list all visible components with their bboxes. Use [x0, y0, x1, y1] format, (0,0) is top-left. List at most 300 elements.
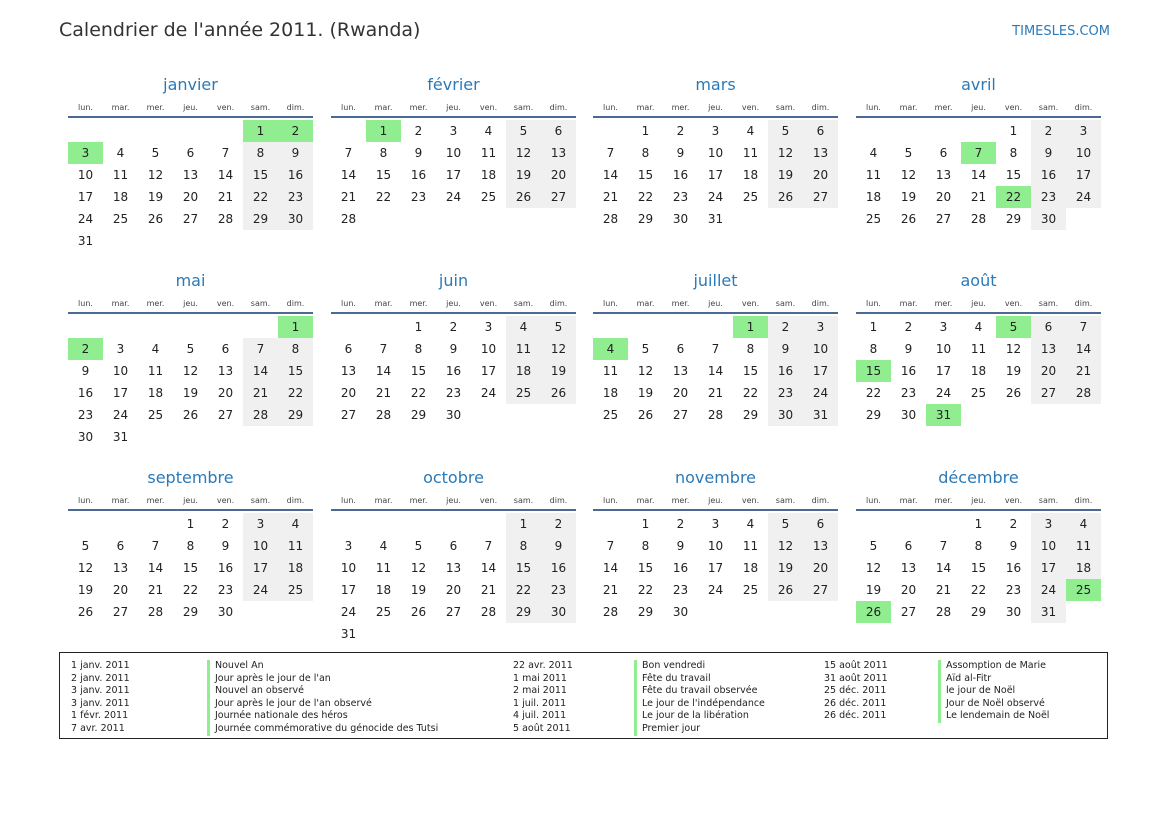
day-cell[interactable]: 8 [641, 539, 650, 553]
day-cell[interactable]: 22 [243, 186, 278, 208]
day-cell[interactable]: 12 [182, 364, 199, 378]
day-cell[interactable]: 13 [900, 561, 917, 575]
day-cell[interactable]: 2 [1031, 120, 1066, 142]
day-cell[interactable]: 14 [217, 168, 234, 182]
day-cell[interactable]: 9 [1031, 142, 1066, 164]
day-cell[interactable]: 6 [904, 539, 913, 553]
day-cell[interactable]: 23 [410, 190, 427, 204]
day-cell[interactable]: 5 [151, 146, 160, 160]
day-cell[interactable]: 17 [480, 364, 497, 378]
day-cell[interactable]: 22 [375, 190, 392, 204]
day-cell[interactable]: 12 [768, 142, 803, 164]
day-cell[interactable]: 10 [1066, 142, 1101, 164]
holiday-day-cell[interactable]: 1 [366, 120, 401, 142]
day-cell[interactable]: 24 [243, 579, 278, 601]
day-cell[interactable]: 12 [768, 535, 803, 557]
day-cell[interactable]: 13 [340, 364, 357, 378]
day-cell[interactable]: 2 [1009, 517, 1018, 531]
day-cell[interactable]: 20 [900, 583, 917, 597]
day-cell[interactable]: 2 [904, 320, 913, 334]
day-cell[interactable]: 5 [869, 539, 878, 553]
day-cell[interactable]: 31 [1031, 601, 1066, 623]
day-cell[interactable]: 26 [506, 186, 541, 208]
day-cell[interactable]: 11 [742, 539, 759, 553]
day-cell[interactable]: 2 [449, 320, 458, 334]
day-cell[interactable]: 1 [869, 320, 878, 334]
day-cell[interactable]: 12 [541, 338, 576, 360]
day-cell[interactable]: 3 [243, 513, 278, 535]
day-cell[interactable]: 30 [768, 404, 803, 426]
day-cell[interactable]: 5 [81, 539, 90, 553]
day-cell[interactable]: 8 [414, 342, 423, 356]
day-cell[interactable]: 13 [445, 561, 462, 575]
day-cell[interactable]: 1 [641, 124, 650, 138]
day-cell[interactable]: 15 [243, 164, 278, 186]
day-cell[interactable]: 9 [904, 342, 913, 356]
day-cell[interactable]: 3 [344, 539, 353, 553]
day-cell[interactable]: 7 [1066, 316, 1101, 338]
day-cell[interactable]: 21 [1066, 360, 1101, 382]
day-cell[interactable]: 30 [541, 601, 576, 623]
day-cell[interactable]: 19 [1005, 364, 1022, 378]
day-cell[interactable]: 26 [147, 212, 164, 226]
day-cell[interactable]: 17 [243, 557, 278, 579]
day-cell[interactable]: 31 [112, 430, 129, 444]
day-cell[interactable]: 9 [221, 539, 230, 553]
day-cell[interactable]: 7 [243, 338, 278, 360]
holiday-day-cell[interactable]: 26 [856, 601, 891, 623]
day-cell[interactable]: 30 [900, 408, 917, 422]
holiday-day-cell[interactable]: 4 [593, 338, 628, 360]
day-cell[interactable]: 13 [217, 364, 234, 378]
day-cell[interactable]: 15 [278, 360, 313, 382]
day-cell[interactable]: 12 [410, 561, 427, 575]
day-cell[interactable]: 27 [340, 408, 357, 422]
day-cell[interactable]: 3 [711, 517, 720, 531]
day-cell[interactable]: 2 [414, 124, 423, 138]
day-cell[interactable]: 27 [672, 408, 689, 422]
day-cell[interactable]: 24 [340, 605, 357, 619]
day-cell[interactable]: 27 [112, 605, 129, 619]
day-cell[interactable]: 11 [602, 364, 619, 378]
day-cell[interactable]: 23 [1031, 186, 1066, 208]
day-cell[interactable]: 9 [81, 364, 90, 378]
day-cell[interactable]: 6 [116, 539, 125, 553]
day-cell[interactable]: 21 [217, 190, 234, 204]
day-cell[interactable]: 27 [217, 408, 234, 422]
day-cell[interactable]: 18 [742, 561, 759, 575]
day-cell[interactable]: 17 [445, 168, 462, 182]
day-cell[interactable]: 6 [676, 342, 685, 356]
day-cell[interactable]: 27 [935, 212, 952, 226]
day-cell[interactable]: 6 [186, 146, 195, 160]
day-cell[interactable]: 25 [112, 212, 129, 226]
day-cell[interactable]: 28 [1066, 382, 1101, 404]
day-cell[interactable]: 14 [340, 168, 357, 182]
day-cell[interactable]: 1 [1009, 124, 1018, 138]
day-cell[interactable]: 29 [182, 605, 199, 619]
day-cell[interactable]: 2 [768, 316, 803, 338]
day-cell[interactable]: 10 [803, 338, 838, 360]
day-cell[interactable]: 17 [77, 190, 94, 204]
day-cell[interactable]: 14 [970, 168, 987, 182]
day-cell[interactable]: 1 [974, 517, 983, 531]
day-cell[interactable]: 16 [278, 164, 313, 186]
day-cell[interactable]: 30 [217, 605, 234, 619]
day-cell[interactable]: 24 [1066, 186, 1101, 208]
day-cell[interactable]: 12 [900, 168, 917, 182]
day-cell[interactable]: 20 [112, 583, 129, 597]
day-cell[interactable]: 26 [410, 605, 427, 619]
day-cell[interactable]: 11 [1066, 535, 1101, 557]
day-cell[interactable]: 24 [707, 190, 724, 204]
day-cell[interactable]: 12 [506, 142, 541, 164]
day-cell[interactable]: 20 [803, 557, 838, 579]
day-cell[interactable]: 19 [865, 583, 882, 597]
day-cell[interactable]: 13 [1031, 338, 1066, 360]
day-cell[interactable]: 21 [935, 583, 952, 597]
day-cell[interactable]: 9 [278, 142, 313, 164]
day-cell[interactable]: 15 [182, 561, 199, 575]
day-cell[interactable]: 10 [77, 168, 94, 182]
day-cell[interactable]: 16 [768, 360, 803, 382]
day-cell[interactable]: 15 [410, 364, 427, 378]
day-cell[interactable]: 16 [672, 168, 689, 182]
holiday-day-cell[interactable]: 7 [961, 142, 996, 164]
day-cell[interactable]: 29 [278, 404, 313, 426]
day-cell[interactable]: 16 [900, 364, 917, 378]
day-cell[interactable]: 26 [1005, 386, 1022, 400]
day-cell[interactable]: 20 [217, 386, 234, 400]
day-cell[interactable]: 26 [768, 579, 803, 601]
day-cell[interactable]: 8 [379, 146, 388, 160]
day-cell[interactable]: 17 [707, 168, 724, 182]
day-cell[interactable]: 19 [506, 164, 541, 186]
day-cell[interactable]: 23 [768, 382, 803, 404]
day-cell[interactable]: 13 [803, 535, 838, 557]
day-cell[interactable]: 16 [541, 557, 576, 579]
day-cell[interactable]: 24 [935, 386, 952, 400]
day-cell[interactable]: 27 [803, 579, 838, 601]
day-cell[interactable]: 16 [1005, 561, 1022, 575]
day-cell[interactable]: 20 [803, 164, 838, 186]
day-cell[interactable]: 11 [970, 342, 987, 356]
day-cell[interactable]: 7 [379, 342, 388, 356]
holiday-day-cell[interactable]: 1 [243, 120, 278, 142]
day-cell[interactable]: 29 [410, 408, 427, 422]
day-cell[interactable]: 9 [676, 539, 685, 553]
holiday-day-cell[interactable]: 22 [996, 186, 1031, 208]
day-cell[interactable]: 10 [935, 342, 952, 356]
day-cell[interactable]: 4 [278, 513, 313, 535]
day-cell[interactable]: 1 [186, 517, 195, 531]
day-cell[interactable]: 26 [900, 212, 917, 226]
day-cell[interactable]: 28 [375, 408, 392, 422]
day-cell[interactable]: 29 [243, 208, 278, 230]
day-cell[interactable]: 11 [278, 535, 313, 557]
day-cell[interactable]: 4 [746, 124, 755, 138]
holiday-day-cell[interactable]: 2 [68, 338, 103, 360]
day-cell[interactable]: 24 [77, 212, 94, 226]
day-cell[interactable]: 15 [637, 168, 654, 182]
day-cell[interactable]: 22 [410, 386, 427, 400]
day-cell[interactable]: 31 [707, 212, 724, 226]
day-cell[interactable]: 3 [803, 316, 838, 338]
holiday-day-cell[interactable]: 25 [1066, 579, 1101, 601]
day-cell[interactable]: 4 [1066, 513, 1101, 535]
day-cell[interactable]: 8 [186, 539, 195, 553]
holiday-day-cell[interactable]: 31 [926, 404, 961, 426]
day-cell[interactable]: 21 [480, 583, 497, 597]
day-cell[interactable]: 12 [147, 168, 164, 182]
day-cell[interactable]: 30 [445, 408, 462, 422]
day-cell[interactable]: 11 [865, 168, 882, 182]
day-cell[interactable]: 4 [974, 320, 983, 334]
day-cell[interactable]: 27 [1031, 382, 1066, 404]
day-cell[interactable]: 14 [602, 561, 619, 575]
day-cell[interactable]: 17 [803, 360, 838, 382]
day-cell[interactable]: 19 [768, 557, 803, 579]
day-cell[interactable]: 22 [182, 583, 199, 597]
day-cell[interactable]: 9 [541, 535, 576, 557]
day-cell[interactable]: 25 [506, 382, 541, 404]
day-cell[interactable]: 12 [637, 364, 654, 378]
day-cell[interactable]: 18 [147, 386, 164, 400]
day-cell[interactable]: 15 [970, 561, 987, 575]
day-cell[interactable]: 8 [641, 146, 650, 160]
day-cell[interactable]: 2 [541, 513, 576, 535]
day-cell[interactable]: 16 [217, 561, 234, 575]
day-cell[interactable]: 11 [480, 146, 497, 160]
day-cell[interactable]: 22 [278, 382, 313, 404]
day-cell[interactable]: 6 [541, 120, 576, 142]
day-cell[interactable]: 15 [742, 364, 759, 378]
day-cell[interactable]: 25 [970, 386, 987, 400]
day-cell[interactable]: 5 [768, 513, 803, 535]
day-cell[interactable]: 18 [1066, 557, 1101, 579]
day-cell[interactable]: 11 [375, 561, 392, 575]
day-cell[interactable]: 19 [77, 583, 94, 597]
day-cell[interactable]: 6 [221, 342, 230, 356]
day-cell[interactable]: 19 [182, 386, 199, 400]
day-cell[interactable]: 4 [746, 517, 755, 531]
day-cell[interactable]: 28 [602, 212, 619, 226]
day-cell[interactable]: 20 [340, 386, 357, 400]
day-cell[interactable]: 13 [935, 168, 952, 182]
day-cell[interactable]: 22 [637, 190, 654, 204]
day-cell[interactable]: 19 [541, 360, 576, 382]
day-cell[interactable]: 14 [243, 360, 278, 382]
day-cell[interactable]: 8 [278, 338, 313, 360]
day-cell[interactable]: 20 [182, 190, 199, 204]
day-cell[interactable]: 10 [707, 146, 724, 160]
day-cell[interactable]: 22 [970, 583, 987, 597]
day-cell[interactable]: 28 [935, 605, 952, 619]
day-cell[interactable]: 5 [541, 316, 576, 338]
day-cell[interactable]: 14 [1066, 338, 1101, 360]
holiday-day-cell[interactable]: 5 [996, 316, 1031, 338]
day-cell[interactable]: 8 [746, 342, 755, 356]
day-cell[interactable]: 18 [375, 583, 392, 597]
day-cell[interactable]: 17 [112, 386, 129, 400]
day-cell[interactable]: 25 [147, 408, 164, 422]
day-cell[interactable]: 17 [1031, 557, 1066, 579]
day-cell[interactable]: 10 [445, 146, 462, 160]
day-cell[interactable]: 7 [151, 539, 160, 553]
day-cell[interactable]: 22 [637, 583, 654, 597]
day-cell[interactable]: 24 [803, 382, 838, 404]
day-cell[interactable]: 5 [641, 342, 650, 356]
day-cell[interactable]: 19 [147, 190, 164, 204]
day-cell[interactable]: 26 [637, 408, 654, 422]
day-cell[interactable]: 3 [449, 124, 458, 138]
day-cell[interactable]: 15 [375, 168, 392, 182]
day-cell[interactable]: 7 [711, 342, 720, 356]
day-cell[interactable]: 10 [112, 364, 129, 378]
day-cell[interactable]: 30 [672, 605, 689, 619]
day-cell[interactable]: 14 [602, 168, 619, 182]
day-cell[interactable]: 7 [484, 539, 493, 553]
day-cell[interactable]: 3 [939, 320, 948, 334]
day-cell[interactable]: 27 [445, 605, 462, 619]
day-cell[interactable]: 10 [707, 539, 724, 553]
day-cell[interactable]: 5 [904, 146, 913, 160]
day-cell[interactable]: 23 [541, 579, 576, 601]
day-cell[interactable]: 4 [484, 124, 493, 138]
day-cell[interactable]: 27 [182, 212, 199, 226]
day-cell[interactable]: 13 [541, 142, 576, 164]
day-cell[interactable]: 29 [506, 601, 541, 623]
day-cell[interactable]: 29 [742, 408, 759, 422]
day-cell[interactable]: 28 [602, 605, 619, 619]
day-cell[interactable]: 21 [340, 190, 357, 204]
day-cell[interactable]: 18 [506, 360, 541, 382]
day-cell[interactable]: 15 [1005, 168, 1022, 182]
day-cell[interactable]: 18 [480, 168, 497, 182]
day-cell[interactable]: 6 [803, 513, 838, 535]
day-cell[interactable]: 23 [672, 583, 689, 597]
day-cell[interactable]: 9 [676, 146, 685, 160]
day-cell[interactable]: 10 [1031, 535, 1066, 557]
day-cell[interactable]: 21 [707, 386, 724, 400]
day-cell[interactable]: 20 [935, 190, 952, 204]
day-cell[interactable]: 11 [742, 146, 759, 160]
day-cell[interactable]: 28 [707, 408, 724, 422]
day-cell[interactable]: 21 [243, 382, 278, 404]
day-cell[interactable]: 25 [375, 605, 392, 619]
day-cell[interactable]: 24 [1031, 579, 1066, 601]
day-cell[interactable]: 22 [865, 386, 882, 400]
day-cell[interactable]: 6 [939, 146, 948, 160]
day-cell[interactable]: 20 [541, 164, 576, 186]
day-cell[interactable]: 28 [147, 605, 164, 619]
day-cell[interactable]: 21 [602, 583, 619, 597]
day-cell[interactable]: 31 [77, 234, 94, 248]
holiday-day-cell[interactable]: 15 [856, 360, 891, 382]
day-cell[interactable]: 24 [707, 583, 724, 597]
day-cell[interactable]: 10 [480, 342, 497, 356]
day-cell[interactable]: 25 [278, 579, 313, 601]
day-cell[interactable]: 9 [768, 338, 803, 360]
day-cell[interactable]: 7 [344, 146, 353, 160]
day-cell[interactable]: 6 [1031, 316, 1066, 338]
holiday-day-cell[interactable]: 2 [278, 120, 313, 142]
day-cell[interactable]: 27 [900, 605, 917, 619]
day-cell[interactable]: 8 [243, 142, 278, 164]
day-cell[interactable]: 25 [742, 190, 759, 204]
day-cell[interactable]: 26 [541, 382, 576, 404]
day-cell[interactable]: 26 [768, 186, 803, 208]
day-cell[interactable]: 25 [602, 408, 619, 422]
day-cell[interactable]: 14 [147, 561, 164, 575]
day-cell[interactable]: 5 [506, 120, 541, 142]
holiday-day-cell[interactable]: 1 [733, 316, 768, 338]
day-cell[interactable]: 4 [869, 146, 878, 160]
day-cell[interactable]: 3 [1066, 120, 1101, 142]
day-cell[interactable]: 28 [480, 605, 497, 619]
day-cell[interactable]: 3 [484, 320, 493, 334]
day-cell[interactable]: 14 [935, 561, 952, 575]
day-cell[interactable]: 16 [410, 168, 427, 182]
day-cell[interactable]: 15 [637, 561, 654, 575]
day-cell[interactable]: 18 [742, 168, 759, 182]
day-cell[interactable]: 11 [112, 168, 129, 182]
day-cell[interactable]: 29 [865, 408, 882, 422]
day-cell[interactable]: 19 [768, 164, 803, 186]
day-cell[interactable]: 18 [278, 557, 313, 579]
day-cell[interactable]: 18 [602, 386, 619, 400]
day-cell[interactable]: 25 [480, 190, 497, 204]
day-cell[interactable]: 11 [147, 364, 164, 378]
day-cell[interactable]: 22 [742, 386, 759, 400]
day-cell[interactable]: 17 [935, 364, 952, 378]
day-cell[interactable]: 5 [414, 539, 423, 553]
day-cell[interactable]: 13 [182, 168, 199, 182]
day-cell[interactable]: 31 [340, 627, 357, 641]
day-cell[interactable]: 17 [340, 583, 357, 597]
day-cell[interactable]: 19 [900, 190, 917, 204]
day-cell[interactable]: 21 [375, 386, 392, 400]
day-cell[interactable]: 1 [414, 320, 423, 334]
day-cell[interactable]: 13 [803, 142, 838, 164]
day-cell[interactable]: 16 [77, 386, 94, 400]
day-cell[interactable]: 8 [869, 342, 878, 356]
day-cell[interactable]: 5 [768, 120, 803, 142]
day-cell[interactable]: 27 [541, 186, 576, 208]
day-cell[interactable]: 26 [182, 408, 199, 422]
day-cell[interactable]: 9 [1009, 539, 1018, 553]
day-cell[interactable]: 27 [803, 186, 838, 208]
day-cell[interactable]: 15 [506, 557, 541, 579]
day-cell[interactable]: 10 [340, 561, 357, 575]
day-cell[interactable]: 22 [506, 579, 541, 601]
day-cell[interactable]: 26 [77, 605, 94, 619]
day-cell[interactable]: 28 [970, 212, 987, 226]
holiday-day-cell[interactable]: 1 [278, 316, 313, 338]
day-cell[interactable]: 6 [344, 342, 353, 356]
day-cell[interactable]: 31 [803, 404, 838, 426]
day-cell[interactable]: 1 [641, 517, 650, 531]
day-cell[interactable]: 30 [1031, 208, 1066, 230]
day-cell[interactable]: 21 [147, 583, 164, 597]
day-cell[interactable]: 7 [221, 146, 230, 160]
day-cell[interactable]: 6 [803, 120, 838, 142]
day-cell[interactable]: 23 [900, 386, 917, 400]
day-cell[interactable]: 30 [278, 208, 313, 230]
day-cell[interactable]: 24 [445, 190, 462, 204]
day-cell[interactable]: 7 [606, 146, 615, 160]
day-cell[interactable]: 3 [1031, 513, 1066, 535]
